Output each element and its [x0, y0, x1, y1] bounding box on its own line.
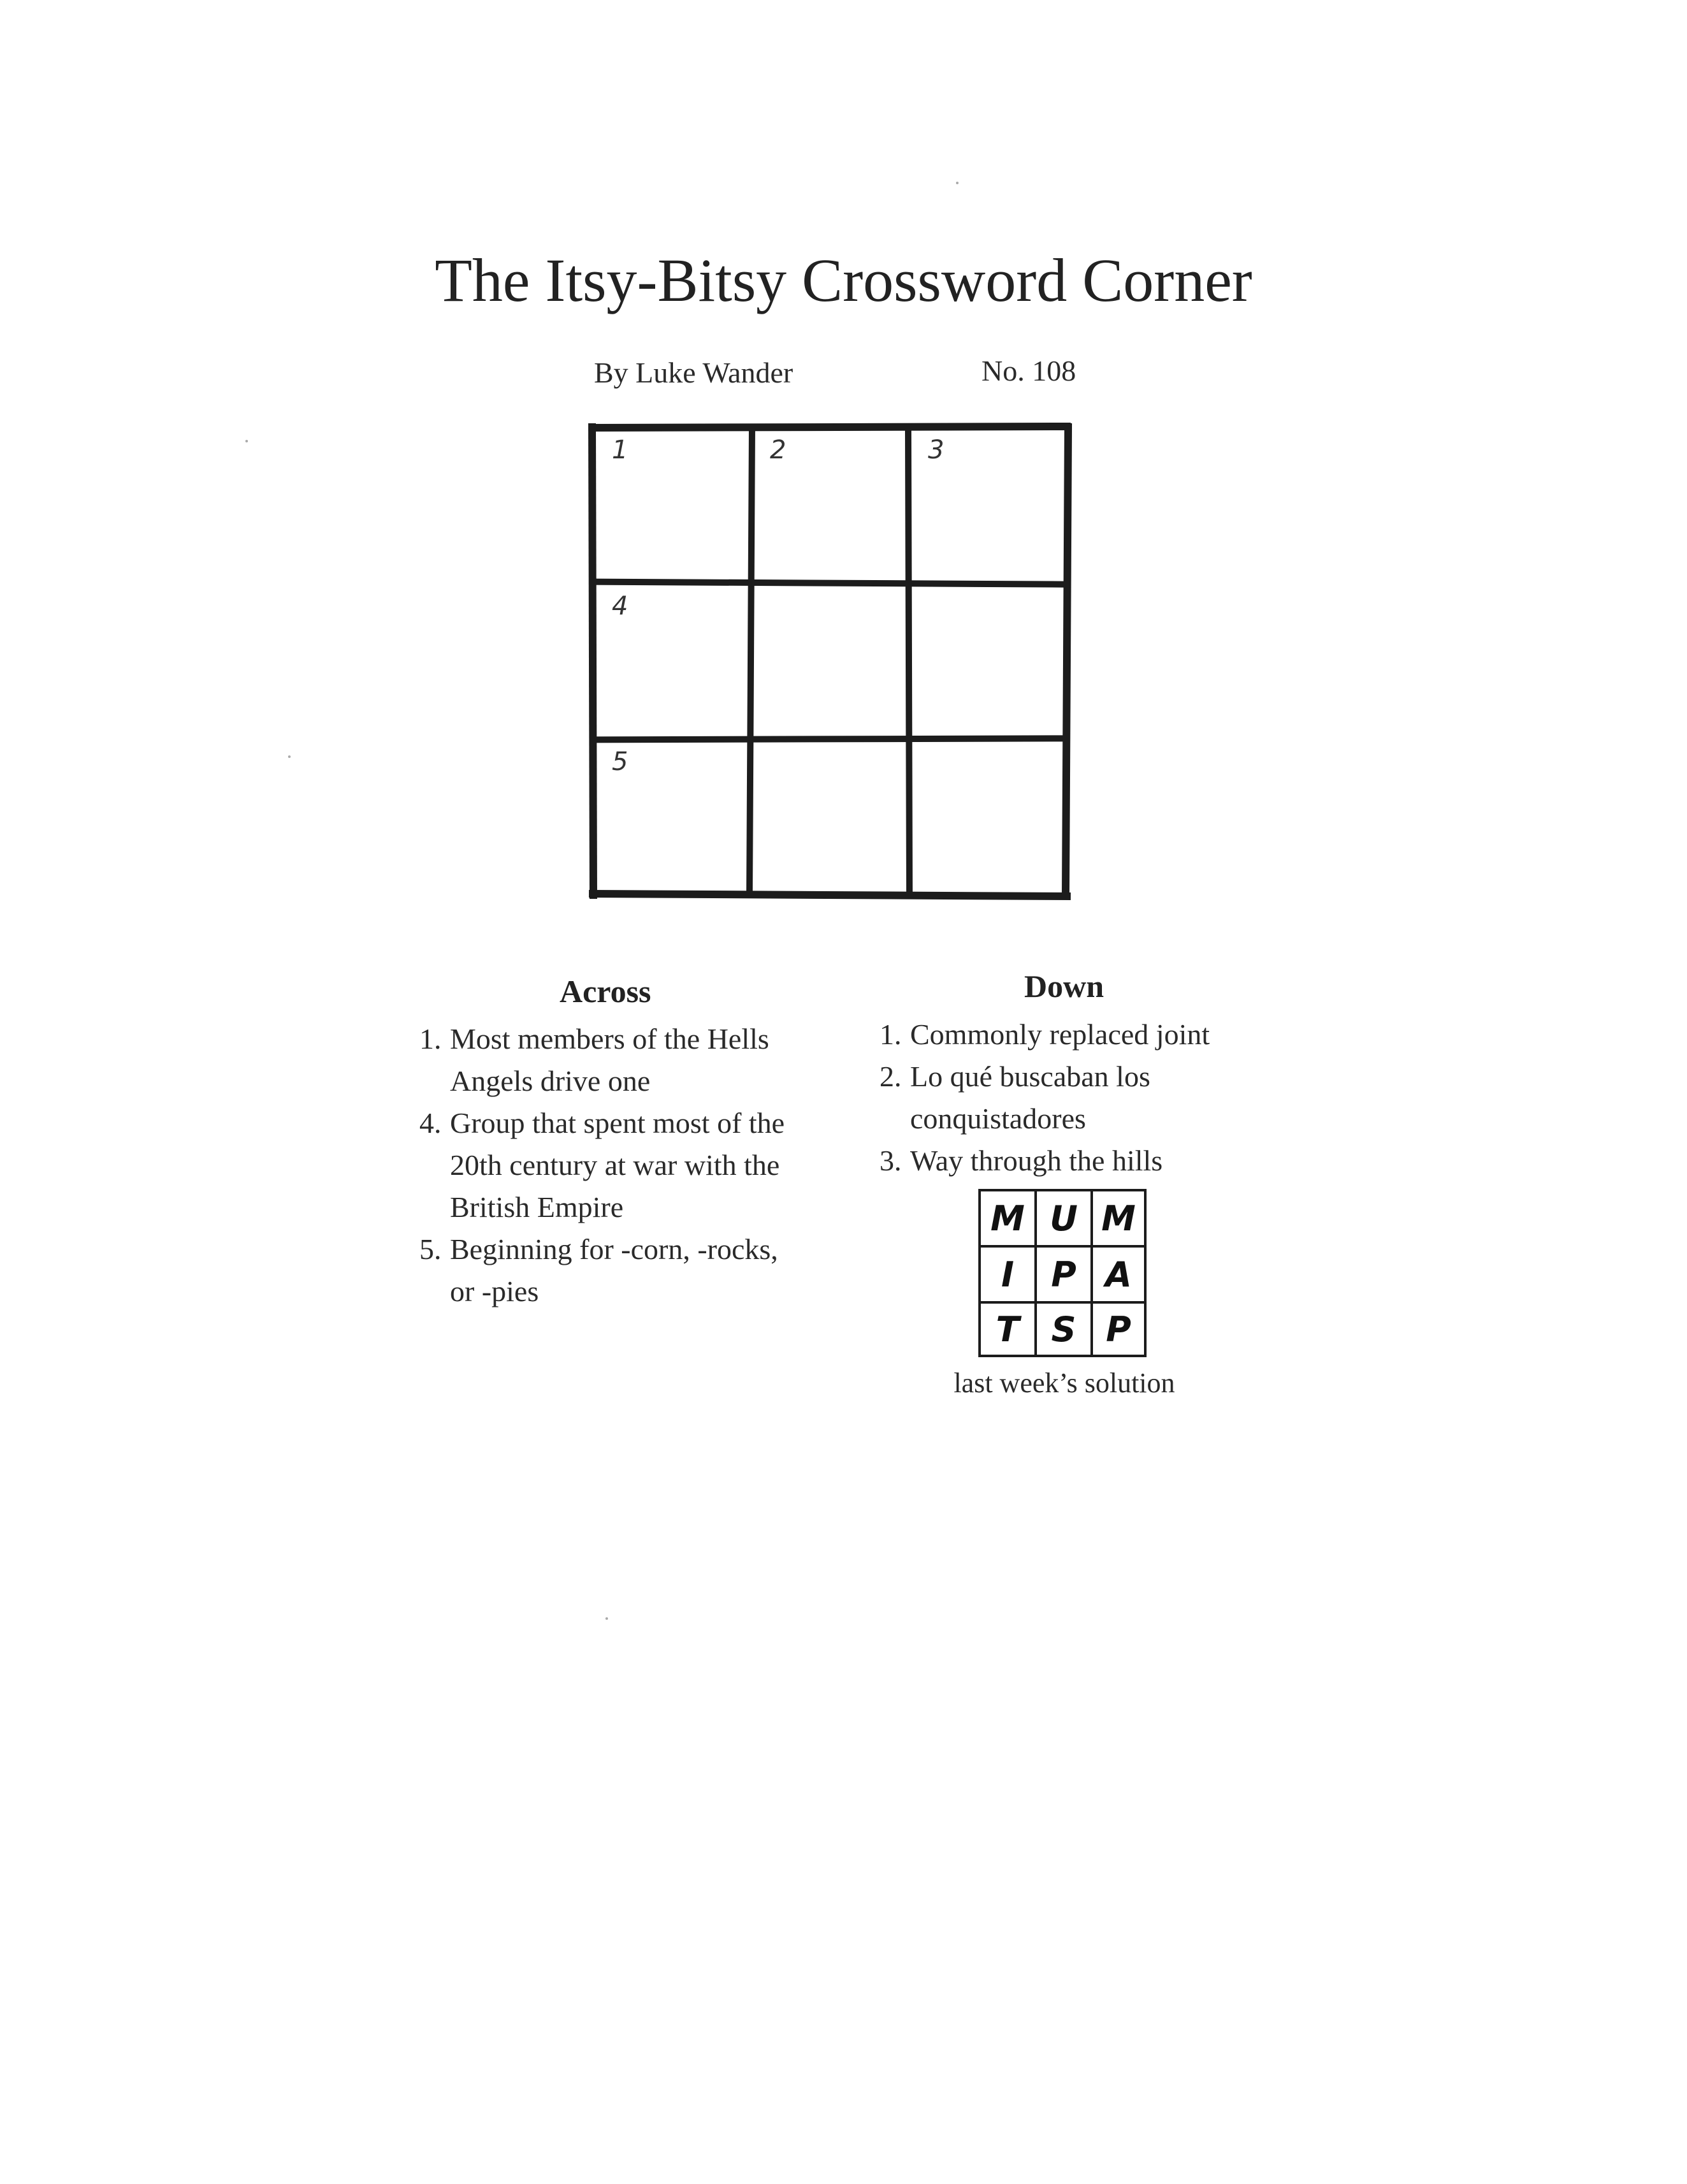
- byline: By Luke Wander: [594, 356, 793, 389]
- solution-letter: T: [978, 1301, 1034, 1357]
- clue-number: 5.: [419, 1233, 442, 1265]
- down-clue-list: [880, 1014, 1262, 1182]
- clue-number: 1.: [880, 1018, 902, 1051]
- solution-letter: S: [1034, 1301, 1090, 1357]
- grid-vertical-line: [908, 427, 909, 895]
- cell-number: 3: [928, 435, 945, 465]
- grid-vertical-line: [1066, 427, 1068, 895]
- cell-number: 1: [612, 435, 628, 465]
- clue-text-line: Lo qué buscaban los: [910, 1060, 1150, 1093]
- solution-letter: P: [1034, 1245, 1090, 1301]
- down-clue: [880, 1056, 1262, 1140]
- grid-horizontal-line: [593, 582, 1067, 585]
- clue-text-line: Commonly replaced joint: [910, 1018, 1210, 1051]
- puzzle-number: No. 108: [981, 354, 1076, 387]
- clue-text-line: 20th century at war with the: [450, 1149, 780, 1181]
- grid-lines: [593, 427, 1067, 895]
- clue-number: 4.: [419, 1107, 442, 1139]
- across-clue-list: [419, 1018, 827, 1313]
- paper-speck: [605, 1617, 608, 1620]
- page-title: The Itsy-Bitsy Crossword Corner: [435, 246, 1252, 314]
- paper-speck: [288, 755, 291, 758]
- across-heading: Across: [560, 973, 651, 1009]
- clue-text-line: conquistadores: [910, 1102, 1086, 1135]
- clue-text-line: British Empire: [450, 1191, 624, 1223]
- solution-letter: M: [1090, 1189, 1147, 1245]
- clue-text-line: or -pies: [450, 1275, 539, 1307]
- clue-text-line: Way through the hills: [910, 1144, 1163, 1177]
- cell-number: 4: [612, 591, 628, 621]
- grid-horizontal-line: [593, 426, 1067, 428]
- down-clue: [880, 1014, 1262, 1056]
- cell-number: 2: [770, 435, 786, 465]
- clue-number: 3.: [880, 1144, 902, 1177]
- down-clue: [880, 1140, 1262, 1182]
- grid-vertical-line: [749, 427, 752, 895]
- across-clue: [419, 1102, 827, 1228]
- solution-letter: M: [978, 1189, 1034, 1245]
- paper-speck: [245, 440, 248, 442]
- clue-text-line: Group that spent most of the: [450, 1107, 785, 1139]
- clue-text-line: Most members of the Hells: [450, 1023, 769, 1055]
- solution-letter: U: [1034, 1189, 1090, 1245]
- paper-speck: [956, 182, 959, 184]
- across-clue: [419, 1018, 827, 1102]
- down-heading: Down: [1024, 968, 1104, 1004]
- cell-number: 5: [612, 747, 628, 777]
- solution-letter: A: [1090, 1245, 1147, 1301]
- grid-horizontal-line: [593, 738, 1067, 739]
- grid-horizontal-line: [593, 894, 1067, 896]
- clue-text-line: Angels drive one: [450, 1065, 651, 1097]
- clue-text-line: Beginning for -corn, -rocks,: [450, 1233, 778, 1265]
- clue-number: 1.: [419, 1023, 442, 1055]
- across-clue: [419, 1228, 827, 1313]
- solution-letter: P: [1090, 1301, 1147, 1357]
- crossword-grid: [593, 427, 1067, 895]
- grid-vertical-line: [592, 427, 593, 895]
- last-week-solution-grid: [978, 1189, 1147, 1357]
- solution-caption: last week’s solution: [953, 1367, 1175, 1399]
- solution-letter: I: [978, 1245, 1034, 1301]
- clue-number: 2.: [880, 1060, 902, 1093]
